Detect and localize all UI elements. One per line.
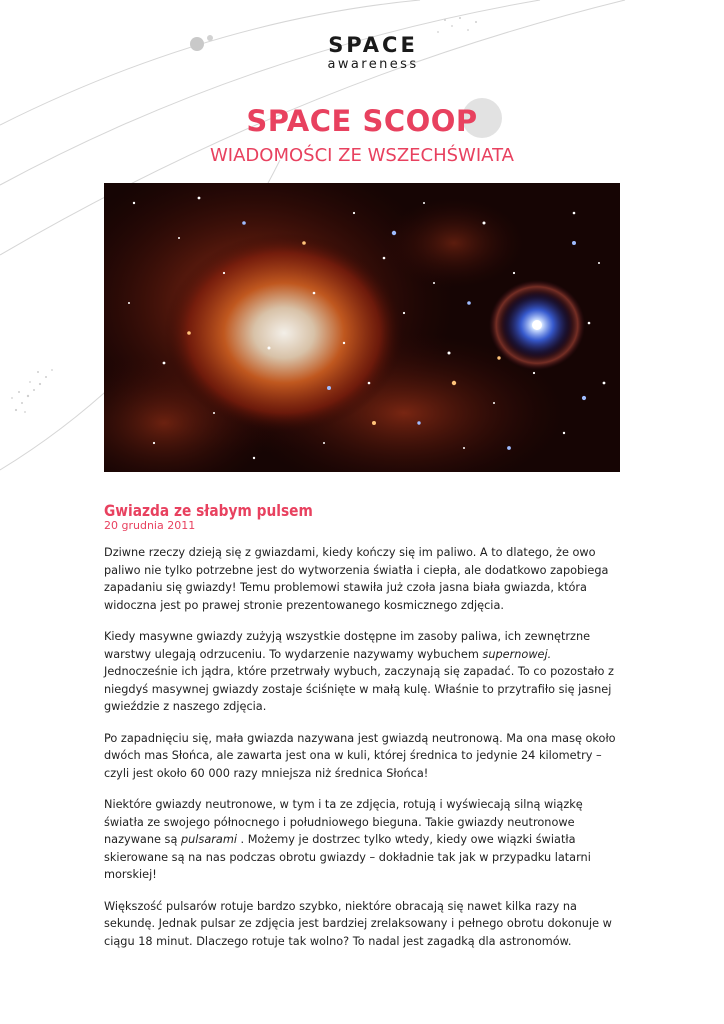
logo-line-2: awareness xyxy=(327,57,419,72)
nebula-pulsar-image xyxy=(104,183,620,472)
space-awareness-logo xyxy=(318,33,428,73)
paragraph-5: Większość pulsarów rotuje bardzo szybko, niektóre obracają się nawet kilka razy na sekundę. Jednak pulsar ze zdjęcia jest bardziej zrelaksowany i pełnego obrotu dokonuje w ciągu 18 minut. Dlaczego rotuje tak wolno? To nadal jest zagadką dla astronomów. xyxy=(104,899,612,948)
paragraph-2 xyxy=(104,628,624,716)
page-subtitle: WIADOMOŚCI ZE WSZECHŚWIATA xyxy=(210,145,514,166)
supernova-term: supernowej. xyxy=(482,647,552,661)
paragraph-4-part-b: . Możemy je dostrzec tylko wtedy, kiedy owe wiązki światła skierowane są na nas podczas obrotu gwiazdy – dokładnie tak jak w przypadku latarni morskiej! xyxy=(104,833,591,881)
pulsar-term: pulsarami xyxy=(180,833,237,846)
paragraph-4-part-a: Niektóre gwiazdy neutronowe, w tym i ta ze zdjęcia, rotują i wyświecają silną wiązkę światła ze swojego północnego i południowego bieguna. Takie gwiazdy neutronowe nazywane są xyxy=(104,798,583,846)
page-title: SPACE SCOOP xyxy=(246,104,478,138)
paragraph-3: Po zapadnięciu się, mała gwiazda nazywana jest gwiazdą neutronową. Ma ona masę około dwóch mas Słońca, ale zawarta jest ona w kuli, której średnica to jedynie 24 kilometry – czyli jest około 60 000 razy mniejsza niż średnica Słońca! xyxy=(104,731,616,780)
paragraph-1: Dziwne rzeczy dzieją się z gwiazdami, kiedy kończy się im paliwo. A to dlatego, że owo paliwo nie tylko potrzebne jest do wytworzenia światła i ciepła, ale dodatkowo zapobiega zapadaniu się gwiazdy! Temu problemowi stawiła już czoła jasna biała gwiazda, która widoczna jest po prawej stronie prezentowanego kosmicznego zdjęcia. xyxy=(104,546,609,612)
paragraph-4 xyxy=(104,796,624,884)
article-body xyxy=(104,544,624,964)
logo-line-1: SPACE xyxy=(328,33,418,57)
paragraph-2-part-a: Kiedy masywne gwiazdy zużyją wszystkie dostępne im zasoby paliwa, ich zewnętrzne warstwy ulegają odrzuceniu. To wydarzenie nazywamy wybuchem xyxy=(104,630,591,661)
article-date: 20 grudnia 2011 xyxy=(104,519,196,532)
paragraph-2-part-b: Jednocześnie ich jądra, które przetrwały wybuch, zaczynają się zapadać. To co pozostało z niegdyś masywnej gwiazdy zostaje ściśnięte w małą kulę. Właśnie to przytrafiło się jasnej gwieździe z naszego zdjęcia. xyxy=(104,665,614,713)
article-title: Gwiazda ze słabym pulsem xyxy=(104,501,313,520)
planet-dot xyxy=(207,35,213,41)
planet-dot xyxy=(190,37,204,51)
